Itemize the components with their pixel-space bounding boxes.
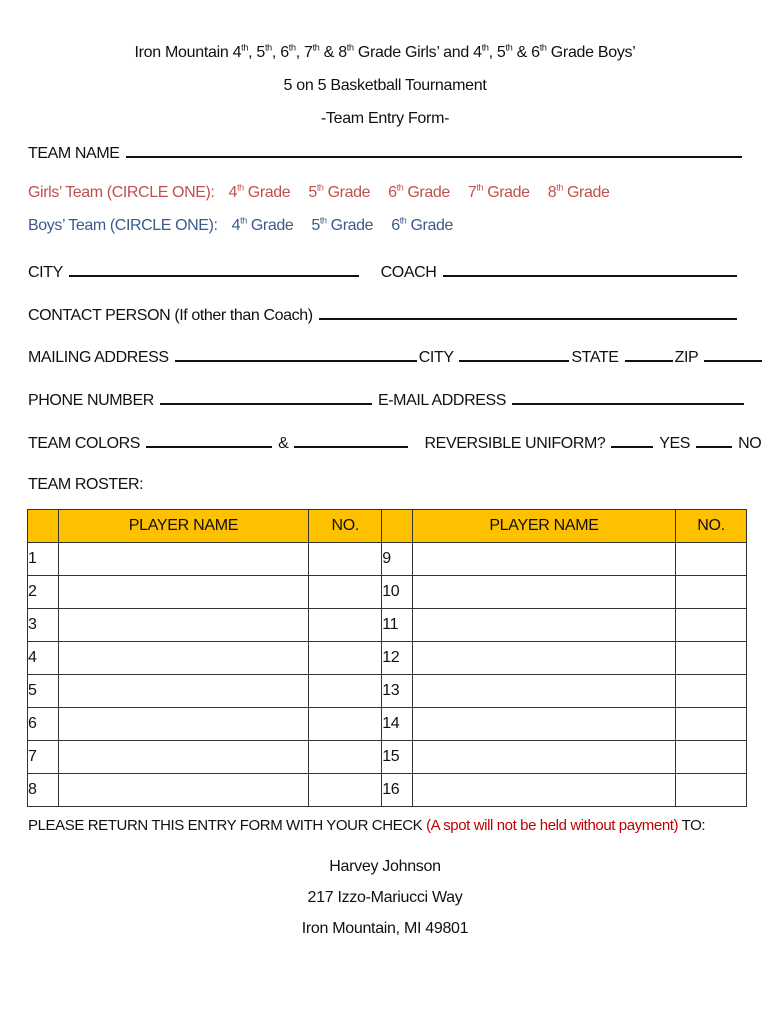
grade-num: 7 bbox=[304, 44, 313, 61]
player-number: 1 bbox=[28, 543, 59, 576]
roster-row bbox=[28, 675, 747, 708]
address-city: Iron Mountain, MI 49801 bbox=[301, 920, 469, 937]
colors-row bbox=[28, 432, 761, 453]
player-number: 7 bbox=[28, 741, 59, 774]
zip-field[interactable] bbox=[704, 346, 762, 362]
city-field[interactable] bbox=[69, 261, 359, 277]
title-text: Grade Boys’ bbox=[550, 44, 636, 61]
girls-grade-6-option[interactable]: 6th Grade bbox=[388, 182, 450, 201]
coach-label: COACH bbox=[380, 264, 437, 281]
player-number: 10 bbox=[382, 576, 413, 609]
boys-team-label: Boys’ Team (CIRCLE ONE): bbox=[28, 217, 218, 234]
roster-row bbox=[28, 708, 747, 741]
city-label: CITY bbox=[28, 264, 63, 281]
no-label: NO bbox=[738, 435, 762, 452]
title-text: Iron Mountain 4 bbox=[134, 44, 242, 61]
roster-table bbox=[27, 509, 747, 807]
form-title-line3: -Team Entry Form- bbox=[320, 110, 450, 127]
grade-num: 6 bbox=[280, 44, 289, 61]
separator: , bbox=[295, 44, 304, 61]
grade-num: 5 bbox=[256, 44, 265, 61]
girls-team-row bbox=[28, 184, 623, 202]
jersey-number-field[interactable] bbox=[676, 543, 747, 576]
player-name-field[interactable] bbox=[412, 543, 675, 576]
team-roster-label: TEAM ROSTER: bbox=[28, 476, 144, 493]
return-text: PLEASE RETURN THIS ENTRY FORM WITH YOUR CHECK bbox=[28, 817, 423, 834]
player-name-field[interactable] bbox=[412, 642, 675, 675]
roster-row bbox=[28, 609, 747, 642]
jersey-number-field[interactable] bbox=[309, 576, 382, 609]
player-number: 4 bbox=[28, 642, 59, 675]
mailing-address-field[interactable] bbox=[175, 346, 417, 362]
jersey-number-field[interactable] bbox=[676, 708, 747, 741]
to-text: TO: bbox=[681, 817, 706, 834]
header-no: NO. bbox=[309, 510, 382, 543]
sup-th: th bbox=[539, 42, 547, 53]
player-number: 12 bbox=[382, 642, 413, 675]
player-number: 3 bbox=[28, 609, 59, 642]
player-name-field[interactable] bbox=[412, 675, 675, 708]
header-player-name: PLAYER NAME bbox=[412, 510, 675, 543]
boys-grade-6-option[interactable]: 6th Grade bbox=[391, 215, 453, 234]
jersey-number-field[interactable] bbox=[309, 609, 382, 642]
roster-row bbox=[28, 642, 747, 675]
team-name-row bbox=[28, 142, 744, 163]
girls-grade-4-option[interactable]: 4th Grade bbox=[228, 182, 291, 201]
mailing-city-field[interactable] bbox=[459, 346, 569, 362]
coach-field[interactable] bbox=[443, 261, 737, 277]
reversible-label: REVERSIBLE UNIFORM? bbox=[424, 435, 606, 452]
contact-person-label: CONTACT PERSON (If other than Coach) bbox=[28, 307, 313, 324]
email-label: E-MAIL ADDRESS bbox=[377, 392, 507, 409]
address-name: Harvey Johnson bbox=[329, 858, 441, 875]
jersey-number-field[interactable] bbox=[676, 642, 747, 675]
player-name-field[interactable] bbox=[58, 543, 309, 576]
boys-grade-5-option[interactable]: 5th Grade bbox=[311, 215, 374, 234]
player-name-field[interactable] bbox=[412, 774, 675, 807]
jersey-number-field[interactable] bbox=[676, 675, 747, 708]
player-name-field[interactable] bbox=[412, 708, 675, 741]
grade-num: 8 bbox=[338, 44, 347, 61]
jersey-number-field[interactable] bbox=[676, 774, 747, 807]
return-instructions bbox=[28, 817, 705, 834]
mailing-row bbox=[28, 346, 764, 367]
player-number: 5 bbox=[28, 675, 59, 708]
girls-grade-8-option[interactable]: 8th Grade bbox=[547, 182, 610, 201]
sup-th: th bbox=[241, 42, 249, 53]
jersey-number-field[interactable] bbox=[309, 708, 382, 741]
mailing-city-label: CITY bbox=[418, 349, 454, 366]
player-number: 11 bbox=[382, 609, 413, 642]
player-name-field[interactable] bbox=[58, 675, 309, 708]
grade-num: 5 bbox=[496, 44, 506, 61]
title-text: Grade Girls’ and 4 bbox=[357, 44, 482, 61]
state-label: STATE bbox=[571, 349, 619, 366]
separator: & bbox=[319, 44, 339, 61]
player-name-field[interactable] bbox=[58, 576, 309, 609]
player-name-field[interactable] bbox=[58, 741, 309, 774]
player-number: 9 bbox=[382, 543, 413, 576]
player-name-field[interactable] bbox=[412, 576, 675, 609]
header-num-cell bbox=[382, 510, 413, 543]
girls-team-label: Girls’ Team (CIRCLE ONE): bbox=[28, 184, 215, 201]
separator: & bbox=[512, 44, 532, 61]
player-number: 13 bbox=[382, 675, 413, 708]
player-name-field[interactable] bbox=[412, 741, 675, 774]
player-name-field[interactable] bbox=[58, 708, 309, 741]
boys-grade-4-option[interactable]: 4th Grade bbox=[231, 215, 294, 234]
reversible-no-field[interactable] bbox=[696, 432, 732, 448]
jersey-number-field[interactable] bbox=[676, 741, 747, 774]
separator: , bbox=[271, 44, 281, 61]
mailing-address-label: MAILING ADDRESS bbox=[28, 349, 169, 366]
separator: , bbox=[488, 44, 497, 61]
yes-label: YES bbox=[659, 435, 691, 452]
jersey-number-field[interactable] bbox=[309, 774, 382, 807]
player-name-field[interactable] bbox=[58, 609, 309, 642]
player-number: 6 bbox=[28, 708, 59, 741]
team-name-label: TEAM NAME bbox=[28, 145, 120, 162]
player-number: 8 bbox=[28, 774, 59, 807]
roster-body bbox=[28, 543, 747, 807]
grade-num: 6 bbox=[531, 44, 540, 61]
player-number: 16 bbox=[382, 774, 413, 807]
sup-th: th bbox=[264, 42, 272, 53]
address-street: 217 Izzo-Mariucci Way bbox=[307, 889, 463, 906]
jersey-number-field[interactable] bbox=[309, 675, 382, 708]
sup-th: th bbox=[346, 42, 354, 53]
contact-person-field[interactable] bbox=[319, 304, 737, 320]
separator: , bbox=[248, 44, 257, 61]
header-no: NO. bbox=[676, 510, 747, 543]
colors-amp: & bbox=[278, 435, 289, 452]
player-number: 15 bbox=[382, 741, 413, 774]
roster-row bbox=[28, 543, 747, 576]
header-num-cell bbox=[28, 510, 59, 543]
player-name-field[interactable] bbox=[412, 609, 675, 642]
boys-team-row bbox=[28, 217, 467, 235]
roster-row bbox=[28, 774, 747, 807]
jersey-number-field[interactable] bbox=[309, 741, 382, 774]
sup-th: th bbox=[312, 42, 320, 53]
city-coach-row bbox=[28, 261, 739, 282]
team-color-1-field[interactable] bbox=[146, 432, 272, 448]
form-title-line2: 5 on 5 Basketball Tournament bbox=[283, 77, 487, 94]
team-color-2-field[interactable] bbox=[294, 432, 408, 448]
header-player-name: PLAYER NAME bbox=[58, 510, 309, 543]
sup-th: th bbox=[505, 42, 513, 53]
team-colors-label: TEAM COLORS bbox=[28, 435, 141, 452]
phone-email-row bbox=[28, 389, 746, 410]
zip-label: ZIP bbox=[674, 349, 699, 366]
player-name-field[interactable] bbox=[58, 642, 309, 675]
jersey-number-field[interactable] bbox=[309, 642, 382, 675]
contact-row bbox=[28, 304, 739, 325]
reversible-yes-field[interactable] bbox=[611, 432, 653, 448]
girls-grade-5-option[interactable]: 5th Grade bbox=[308, 182, 371, 201]
jersey-number-field[interactable] bbox=[309, 543, 382, 576]
email-field[interactable] bbox=[512, 389, 744, 405]
form-title-line1 bbox=[0, 44, 770, 62]
phone-field[interactable] bbox=[160, 389, 372, 405]
phone-label: PHONE NUMBER bbox=[28, 392, 154, 409]
team-name-field[interactable] bbox=[126, 142, 742, 158]
roster-row bbox=[28, 576, 747, 609]
payment-note: (A spot will not be held without payment) bbox=[426, 817, 679, 834]
state-field[interactable] bbox=[625, 346, 673, 362]
player-number: 2 bbox=[28, 576, 59, 609]
sup-th: th bbox=[481, 42, 489, 53]
player-number: 14 bbox=[382, 708, 413, 741]
player-name-field[interactable] bbox=[58, 774, 309, 807]
jersey-number-field[interactable] bbox=[676, 576, 747, 609]
jersey-number-field[interactable] bbox=[676, 609, 747, 642]
roster-row bbox=[28, 741, 747, 774]
roster-header-row bbox=[28, 510, 747, 543]
sup-th: th bbox=[288, 42, 296, 53]
girls-grade-7-option[interactable]: 7th Grade bbox=[467, 182, 530, 201]
